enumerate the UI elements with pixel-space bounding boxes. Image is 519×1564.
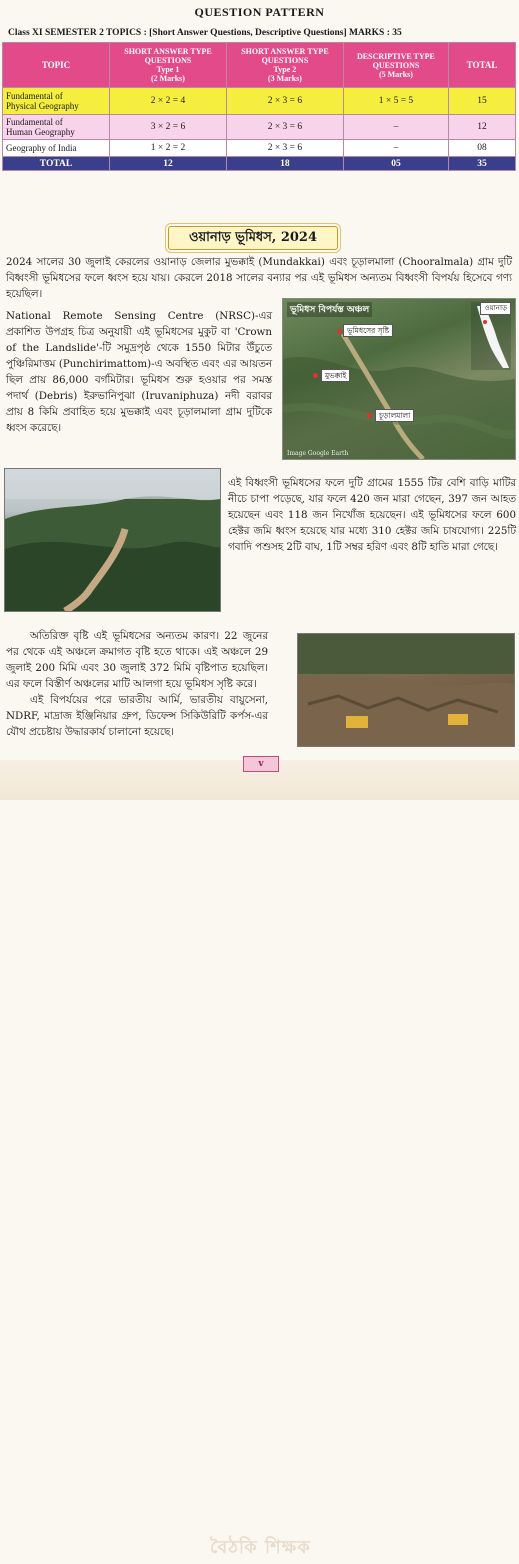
map-label-chooralmala: চূড়ালমালা [375, 409, 414, 422]
cell-desc: – [343, 140, 448, 157]
header-line: (3 Marks) [267, 74, 302, 83]
question-pattern-table [2, 42, 516, 171]
map-marker [367, 413, 372, 418]
cell-desc: 1 × 5 = 5 [343, 88, 448, 115]
map-credit: Image Google Earth [287, 450, 349, 457]
topic-line: Physical Geography [6, 101, 79, 111]
header-line: QUESTIONS [144, 56, 192, 65]
paragraph-intro: 2024 সালের 30 জুলাই কেরলের ওয়ানাড় জেলার মুভক্কাই (Mundakkai) এবং চূড়ালমালা (Chooralmala) গ্রাম দুটি বিধ্বংসী ভূমিধসের ফলে ধ্বংস হয়ে যায়। কেরলে 2018 সালের বন্যার পর এই ভূমিধস অন্যতম বিধ্বংসী বিপর্যয় হিসেবে গণ্য হয়েছিল। [6, 256, 512, 300]
kerala-inset-map [471, 302, 511, 370]
header-line: (2 Marks) [150, 74, 185, 83]
total-total: 35 [449, 157, 516, 171]
map-marker [337, 329, 342, 334]
header-line: SHORT ANSWER TYPE [124, 47, 212, 56]
cell-sa1: 2 × 2 = 4 [110, 88, 227, 115]
table-header-row [3, 43, 516, 88]
valley-illustration [5, 469, 220, 611]
header-line: QUESTIONS [261, 56, 309, 65]
landslide-valley-photo [4, 468, 221, 612]
debris-illustration [298, 634, 514, 746]
footer-watermark: বৈঠকি শিক্ষক [210, 1537, 311, 1558]
header-short-answer-type2 [226, 43, 343, 88]
total-sa2: 18 [226, 157, 343, 171]
map-label-mundakkai: মুভক্কাই [321, 369, 350, 382]
paragraph-causes [6, 628, 268, 740]
total-label: TOTAL [3, 157, 110, 171]
cell-sa2: 2 × 3 = 6 [226, 140, 343, 157]
paragraph-rainfall: অতিরিক্ত বৃষ্টি এই ভূমিধসের অন্যতম কারণ। 22 জুনের পর থেকে এই অঞ্চলে ক্রমাগত বৃষ্টি হতে থাকে। এই অঞ্চলে 29 জুলাই 200 মিমি এবং 30 জুলাই 372 মিমি বৃষ্টিপাত হয়েছিল। এর ফলে বিস্তীর্ণ অঞ্চলের মাটি আলগা হয়ে ভূমিধস সৃষ্টি করে। [6, 630, 268, 690]
page-number: v [243, 756, 279, 772]
cell-sa2: 2 × 3 = 6 [226, 115, 343, 140]
paragraph-nrsc: National Remote Sensing Centre (NRSC)-এর প্রকাশিত উপগ্রহ চিত্র অনুযায়ী এই ভূমিধসের মুকুট বা 'Crown of the Landslide'-টি সমুদ্রপৃষ্ঠ থেকে 1550 মিটার উঁচুতে পুঞ্চিরিমাত্তম (Punchirimattom)-এ অবস্থিত এবং এর আয়তন ছিল প্রায় 86,000 বর্গমিটার। ভূমিধস শুরু হওয়ার পর সমস্ত পদার্থ (Debris) ইরুভানিপুঝা (Iruvaniphuza) নদী বরাবর প্রায় 8 কিমি প্রবাহিত হয়ে মুভক্কাই এবং চূড়ালমালা গ্রাম দুটিকে ধ্বংস করেছে। [6, 310, 272, 434]
header-total: TOTAL [449, 43, 516, 88]
header-line: DESCRIPTIVE TYPE [357, 51, 435, 61]
cell-total: 12 [449, 115, 516, 140]
paragraph-rescue: এই বিপর্যয়ের পরে ভারতীয় আর্মি, ভারতীয় বায়ুসেনা, NDRF, মাদ্রাজ ইঞ্জিনিয়ার গ্রুপ, ডিফেন্স সিকিউরিটি কর্পস-এর যৌথ প্রচেষ্টায় উদ্ধারকার্য চালানো হয়েছে। [6, 694, 268, 738]
table-subtitle: Class XI SEMESTER 2 TOPICS : [Short Answer Questions, Descriptive Questions] MARKS : 35 [8, 28, 402, 38]
table-row [3, 88, 516, 115]
article-heading: ওয়ানাড় ভূমিধস, 2024 [168, 226, 338, 250]
inset-label: ওয়ানাড় [480, 302, 511, 315]
cell-desc: – [343, 115, 448, 140]
topic-line: Fundamental of [6, 117, 63, 127]
landslide-map-image [282, 298, 516, 460]
header-line: Type 1 [156, 65, 180, 74]
map-label-origin: ভূমিধসের সৃষ্টি [343, 324, 393, 337]
row-topic [3, 88, 110, 115]
total-row [3, 157, 516, 171]
header-topic: TOPIC [3, 43, 110, 88]
cell-sa2: 2 × 3 = 6 [226, 88, 343, 115]
cell-total: 08 [449, 140, 516, 157]
header-short-answer-type1 [110, 43, 227, 88]
total-desc: 05 [343, 157, 448, 171]
rescue-debris-photo [297, 633, 515, 747]
page-title: QUESTION PATTERN [194, 5, 325, 19]
cell-sa1: 3 × 2 = 6 [110, 115, 227, 140]
header-line: (5 Marks) [378, 69, 413, 79]
paragraph-impact: এই বিধ্বংসী ভূমিধসের ফলে দুটি গ্রামের 1555 টির বেশি বাড়ি মাটির নীচে চাপা পড়েছে, যার ফলে 420 জন মারা গেছেন, 397 জন আহত হয়েছেন এবং 118 জন নিখোঁজ হয়েছেন। এই ভূমিধসের ফলে 600 হেক্টর জমি ধ্বংস হয়েছে যার মধ্যে 310 হেক্টর জমি চাষযোগ্য। 225টি গবাদি পশুসহ 2টি বাঘ, 1টি সম্বর হরিণ এবং 8টি হাতি মারা গেছে। [228, 477, 516, 553]
cell-sa1: 1 × 2 = 2 [110, 140, 227, 157]
map-marker [313, 373, 318, 378]
table-row [3, 140, 516, 157]
header-line: QUESTIONS [372, 60, 420, 70]
row-topic: Geography of India [3, 140, 110, 157]
header-descriptive [343, 43, 448, 88]
header-line: Type 2 [273, 65, 297, 74]
map-title: ভূমিধস বিপর্যস্ত অঞ্চল [287, 302, 372, 317]
topic-line: Human Geography [6, 127, 75, 137]
table-row [3, 115, 516, 140]
total-sa1: 12 [110, 157, 227, 171]
cell-total: 15 [449, 88, 516, 115]
header-line: SHORT ANSWER TYPE [241, 47, 329, 56]
topic-line: Fundamental of [6, 91, 63, 101]
row-topic [3, 115, 110, 140]
